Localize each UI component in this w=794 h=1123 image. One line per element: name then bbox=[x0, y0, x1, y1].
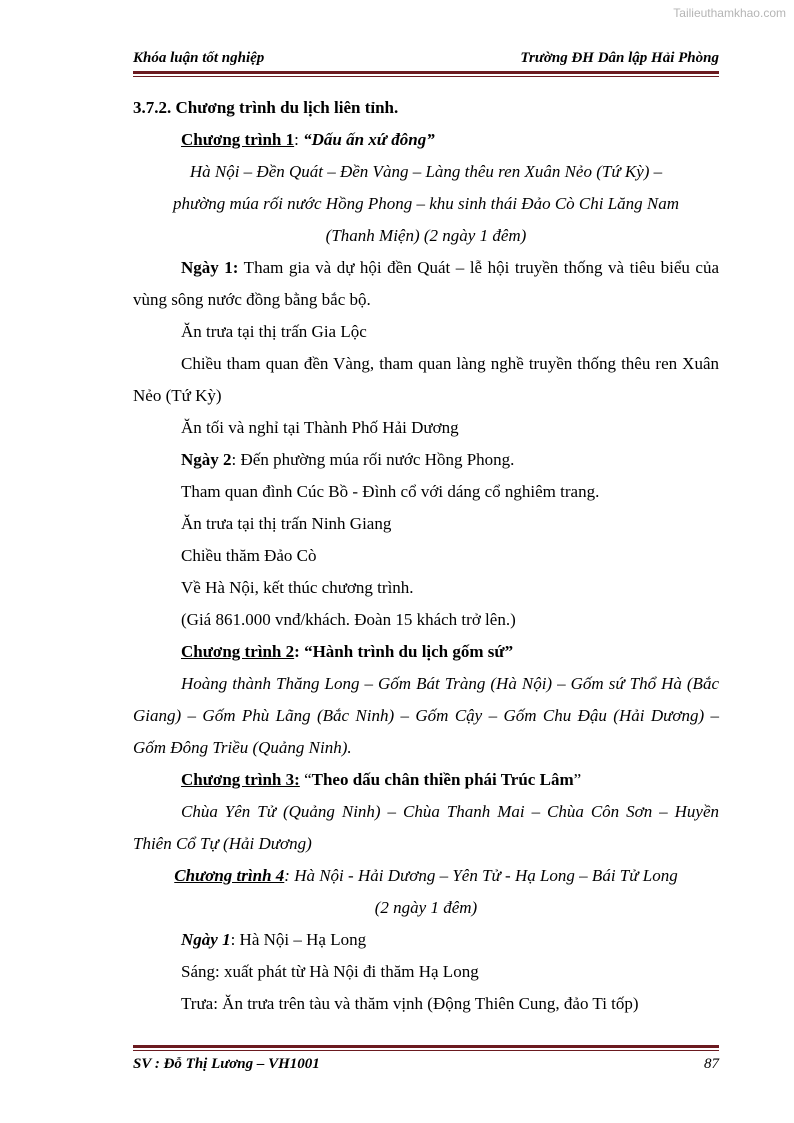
program3-title: Theo dấu chân thiền phái Trúc Lâm bbox=[311, 770, 574, 789]
program1-lunch1: Ăn trưa tại thị trấn Gia Lộc bbox=[181, 322, 367, 341]
program4-heading bbox=[133, 860, 719, 892]
program2-route: Hoàng thành Thăng Long – Gốm Bát Tràng (Hà Nội) – Gốm sứ Thổ Hà (Bắc Giang) – Gốm Phù Lãng (Bắc Ninh) – Gốm Cậy – Gốm Chu Đậu (Hải Dương) – Gốm Đông Triều (Quảng Ninh). bbox=[133, 674, 719, 757]
program1-route-line2: phường múa rối nước Hồng Phong – khu sinh thái Đảo Cò Chi Lăng Nam bbox=[172, 194, 680, 213]
program2-label: Chương trình 2 bbox=[181, 642, 295, 661]
page-header bbox=[133, 50, 719, 67]
program1-price: (Giá 861.000 vnđ/khách. Đoàn 15 khách trở lên.) bbox=[181, 610, 516, 629]
program1-lunch2: Ăn trưa tại thị trấn Ninh Giang bbox=[181, 514, 392, 533]
program3-label: Chương trình 3: bbox=[181, 770, 300, 789]
header-thesis-type: Khóa luận tốt nghiệp bbox=[133, 50, 265, 66]
header-divider bbox=[133, 71, 719, 77]
program1-return: Về Hà Nội, kết thúc chương trình. bbox=[181, 578, 414, 597]
program4-day1 bbox=[133, 924, 719, 956]
program4-route-line1: : Hà Nội - Hải Dương – Yên Tử - Hạ Long – Bái Tử Long bbox=[284, 866, 678, 885]
program1-heading bbox=[133, 124, 719, 156]
program1-afternoon2: Chiều thăm Đảo Cò bbox=[181, 546, 317, 565]
program1-route-line1: Hà Nội – Đền Quát – Đền Vàng – Làng thêu ren Xuân Nẻo (Tứ Kỳ) – bbox=[189, 162, 663, 181]
program1-route-line3: (Thanh Miện) (2 ngày 1 đêm) bbox=[325, 226, 527, 245]
program1-day2 bbox=[133, 444, 719, 476]
program4-morning: Sáng: xuất phát từ Hà Nội đi thăm Hạ Long bbox=[181, 962, 479, 981]
program1-dinner1: Ăn tối và nghỉ tại Thành Phố Hải Dương bbox=[181, 418, 459, 437]
program3-route: Chùa Yên Tử (Quảng Ninh) – Chùa Thanh Mai – Chùa Côn Sơn – Huyền Thiên Cổ Tự (Hải Dương) bbox=[133, 802, 719, 853]
program2-heading bbox=[133, 636, 719, 668]
program4-noon: Trưa: Ăn trưa trên tàu và thăm vịnh (Động Thiên Cung, đảo Ti tốp) bbox=[181, 994, 639, 1013]
program1-label: Chương trình 1 bbox=[181, 130, 295, 149]
program3-quote-open: “ bbox=[299, 770, 312, 789]
program1-visit2: Tham quan đình Cúc Bồ - Đình cổ với dáng cổ nghiêm trang. bbox=[181, 482, 600, 501]
page-number: 87 bbox=[704, 1056, 719, 1072]
program4-day1-label: Ngày 1 bbox=[181, 930, 231, 949]
footer-divider bbox=[133, 1045, 719, 1051]
program3-quote-close: ” bbox=[573, 770, 582, 789]
program1-day1 bbox=[133, 252, 719, 316]
program4-day1-text: : Hà Nội – Hạ Long bbox=[230, 930, 367, 949]
program1-day1-label: Ngày 1: bbox=[181, 258, 239, 277]
program2-title: “Hành trình du lịch gốm sứ” bbox=[304, 642, 514, 661]
program1-afternoon1: Chiều tham quan đền Vàng, tham quan làng nghề truyền thống thêu ren Xuân Nẻo (Tứ Kỳ) bbox=[133, 354, 719, 405]
footer-author: SV : Đỗ Thị Lương – VH1001 bbox=[133, 1056, 320, 1072]
header-university: Trường ĐH Dân lập Hải Phòng bbox=[520, 50, 719, 66]
program1-day2-text: : Đến phường múa rối nước Hồng Phong. bbox=[231, 450, 515, 469]
program1-title: “Dấu ấn xứ đông” bbox=[303, 130, 435, 149]
program1-day2-label: Ngày 2 bbox=[181, 450, 232, 469]
document-body bbox=[133, 92, 719, 1020]
page-footer bbox=[133, 1056, 719, 1073]
program4-route-line2: (2 ngày 1 đêm) bbox=[374, 898, 478, 917]
program1-day1-text: Tham gia và dự hội đền Quát – lễ hội truyền thống và tiêu biểu của vùng sông nước đồng bằng bắc bộ. bbox=[133, 258, 719, 309]
program2-sep: : bbox=[294, 642, 305, 661]
section-heading: 3.7.2. Chương trình du lịch liên tỉnh. bbox=[133, 98, 399, 117]
watermark: Tailieuthamkhao.com bbox=[673, 6, 786, 20]
program1-sep: : bbox=[294, 130, 304, 149]
program4-label: Chương trình 4 bbox=[174, 866, 285, 885]
program3-heading bbox=[133, 764, 719, 796]
